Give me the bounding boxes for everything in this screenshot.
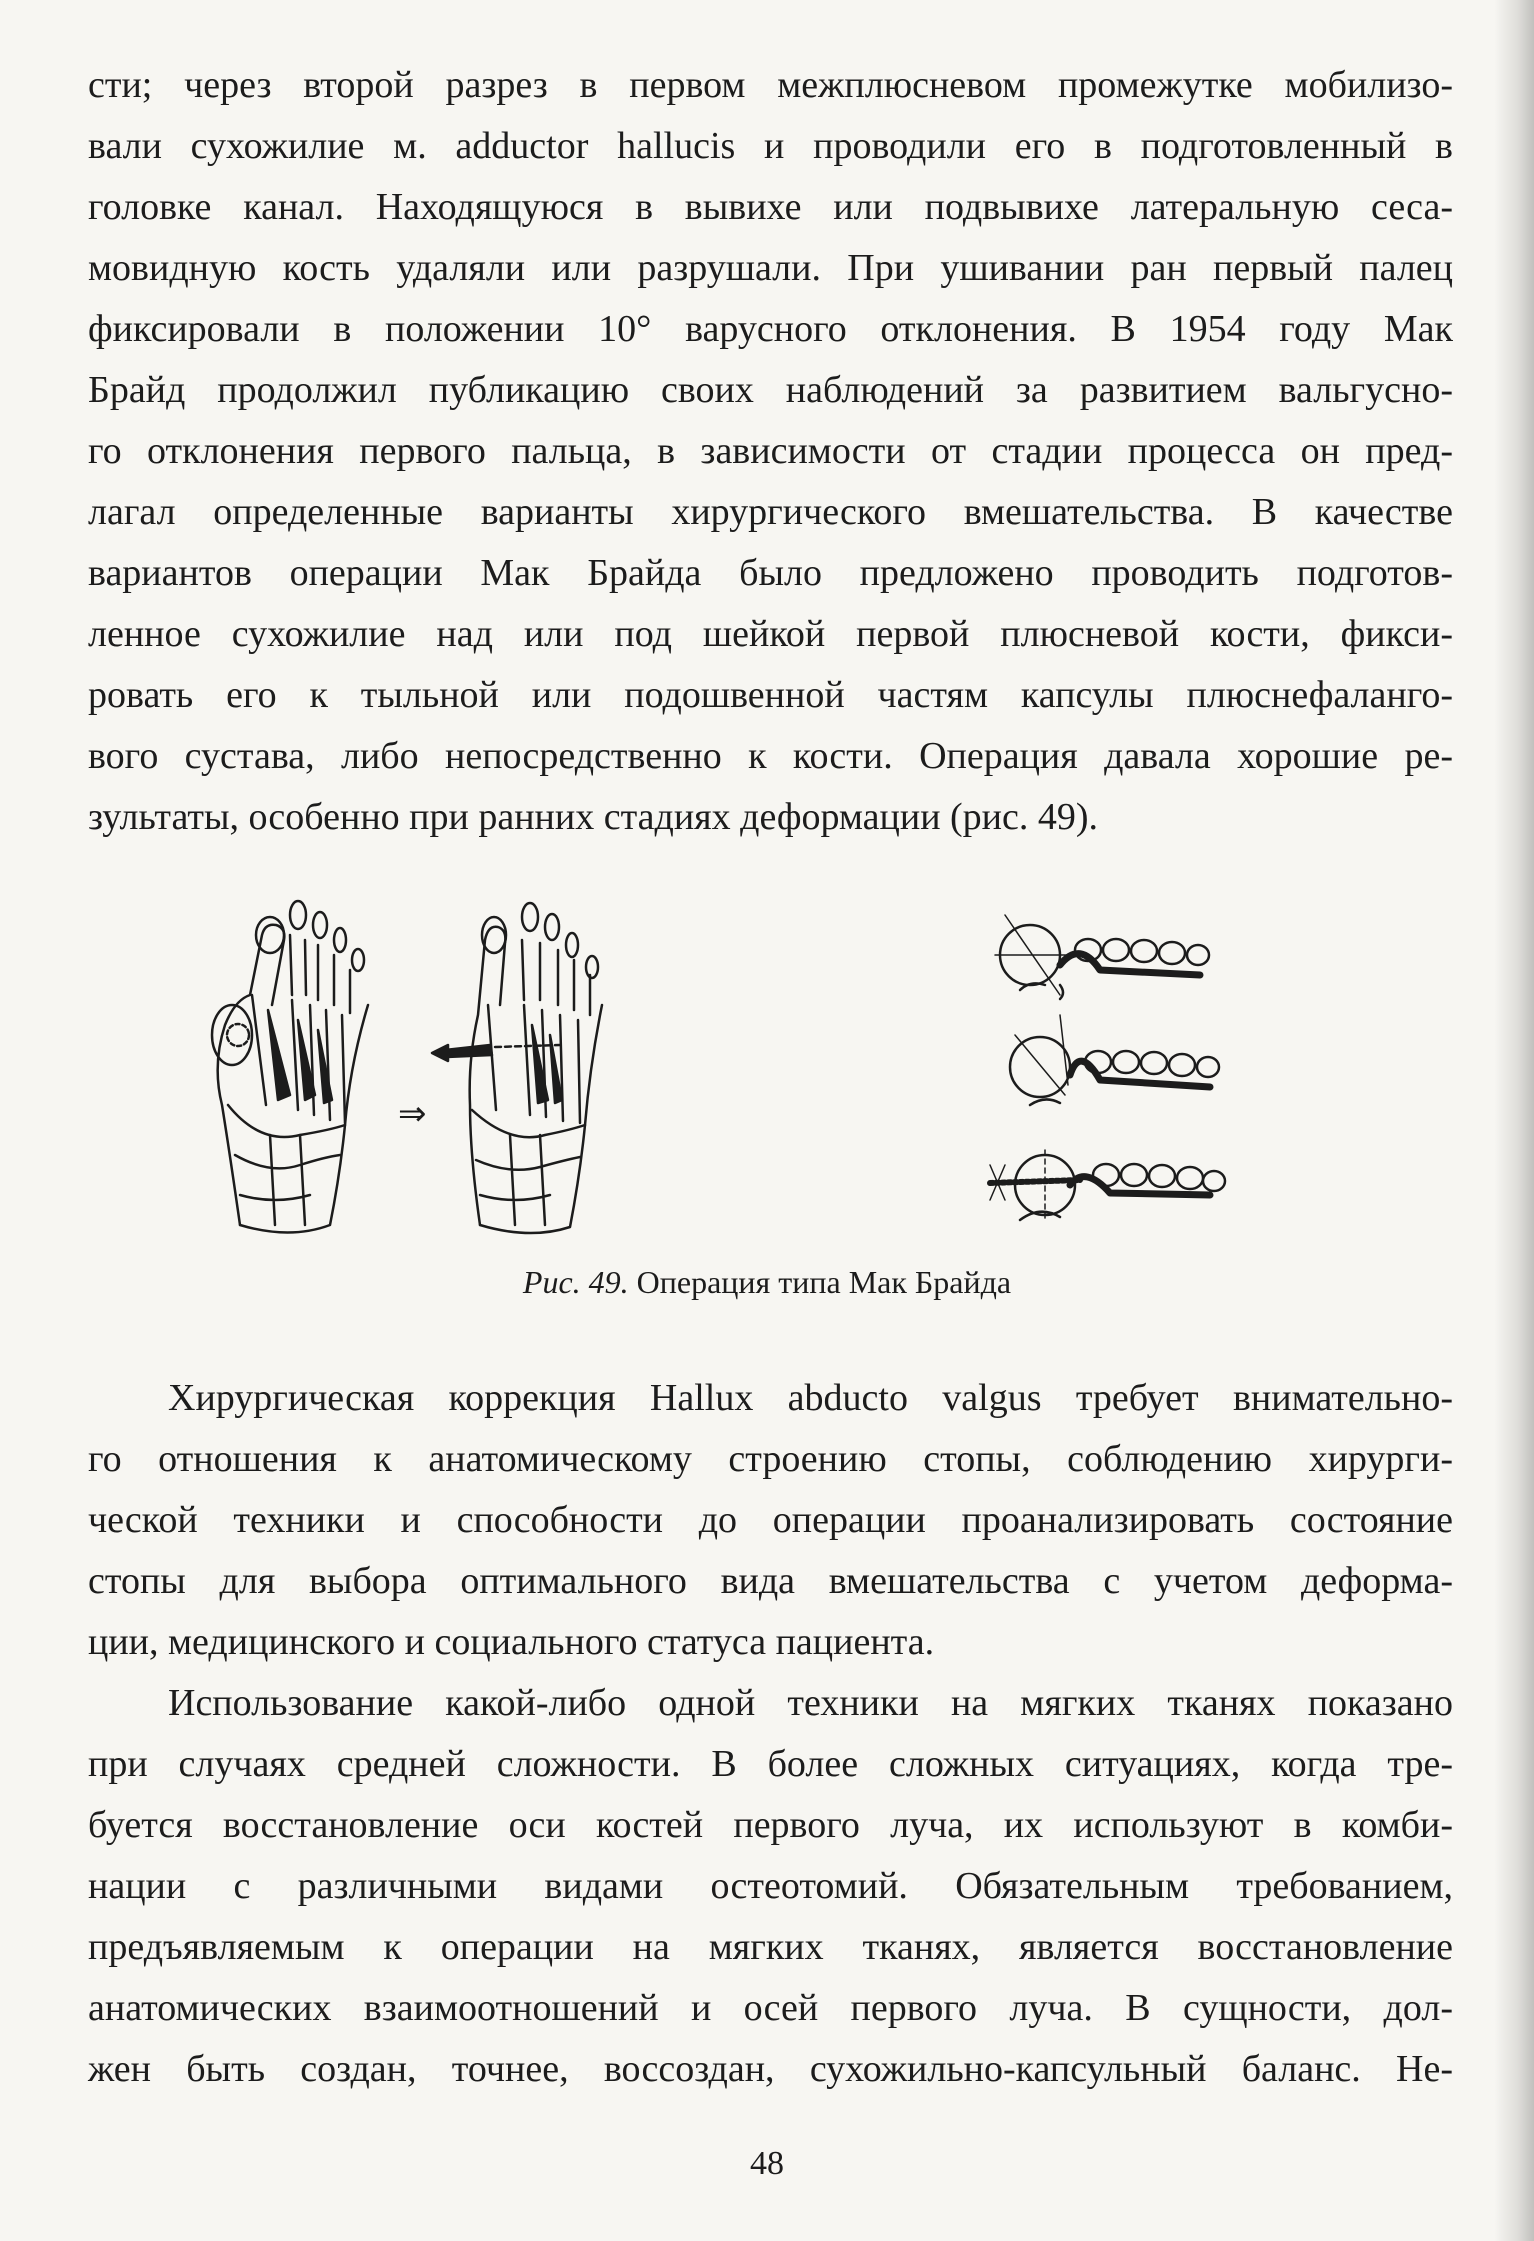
figure-caption <box>0 1262 1534 1302</box>
text-line: ции, медицинского и социального статуса пациента. <box>88 1621 935 1663</box>
text-line: головке канал. Находящуюся в вывихе или подвывихе латеральную сеса- <box>88 186 1453 228</box>
text-line: нации с различными видами остеотомий. Обязательным требованием, <box>88 1865 1453 1907</box>
figure-illustration <box>0 895 1534 1255</box>
text-line: го отклонения первого пальца, в зависимости от стадии процесса он пред- <box>88 430 1453 472</box>
text-line: стопы для выбора оптимального вида вмешательства с учетом деформа- <box>88 1560 1453 1602</box>
text-line: го отношения к анатомическому строению стопы, соблюдению хирурги- <box>88 1438 1453 1480</box>
cross-section-1 <box>995 915 1209 999</box>
text-line: ровать его к тыльной или подошвенной частям капсулы плюснефаланго- <box>88 674 1453 716</box>
text-line: вого сустава, либо непосредственно к кости. Операция давала хорошие ре- <box>88 735 1453 777</box>
text-line: ческой техники и способности до операции проанализировать состояние <box>88 1499 1453 1541</box>
text-line: сти; через второй разрез в первом межплюсневом промежутке мобилизо- <box>88 64 1453 106</box>
text-line: лагал определенные варианты хирургического вмешательства. В качестве <box>88 491 1453 533</box>
paragraph <box>88 1368 1453 1673</box>
text-line: мовидную кость удаляли или разрушали. При ушивании ран первый палец <box>88 247 1453 289</box>
text-line: буется восстановление оси костей первого луча, их используют в комби- <box>88 1804 1453 1846</box>
figure-49 <box>0 895 1534 1255</box>
paragraph <box>88 1673 1453 2100</box>
text-line: жен быть создан, точнее, воссоздан, сухожильно-капсульный баланс. Не- <box>88 2048 1453 2090</box>
text-line: Брайд продолжил публикацию своих наблюдений за развитием вальгусно- <box>88 369 1453 411</box>
text-line: Использование какой-либо одной техники на мягких тканях показано <box>168 1682 1453 1724</box>
paragraph-continued <box>88 55 1453 848</box>
text-line: вали сухожилие м. adductor hallucis и проводили его в подготовленный в <box>88 125 1453 167</box>
cross-section-2 <box>1010 1015 1219 1105</box>
text-line: вариантов операции Мак Брайда было предложено проводить подготов- <box>88 552 1453 594</box>
caption-text: Операция типа Мак Брайда <box>636 1264 1012 1300</box>
text-line: анатомических взаимоотношений и осей первого луча. В сущности, дол- <box>88 1987 1453 2029</box>
text-line: ленное сухожилие над или под шейкой первой плюсневой кости, фикси- <box>88 613 1453 655</box>
text-line: зультаты, особенно при ранних стадиях деформации (рис. 49). <box>88 796 1099 838</box>
text-line: предъявляемым к операции на мягких тканях, является восстановление <box>88 1926 1453 1968</box>
foot-drawing-after <box>432 903 602 1233</box>
caption-label: Рис. 49. <box>522 1264 629 1300</box>
page-number: 48 <box>750 2145 784 2182</box>
cross-section-3 <box>990 1150 1225 1220</box>
double-arrow-icon: ⇒ <box>398 1094 427 1134</box>
text-line: при случаях средней сложности. В более сложных ситуациях, когда тре- <box>88 1743 1453 1785</box>
text-line: фиксировали в положении 10° варусного отклонения. В 1954 году Мак <box>88 308 1453 350</box>
foot-drawing-before <box>212 901 368 1233</box>
text-line: Хирургическая коррекция Hallux abducto valgus требует внимательно- <box>168 1377 1453 1419</box>
